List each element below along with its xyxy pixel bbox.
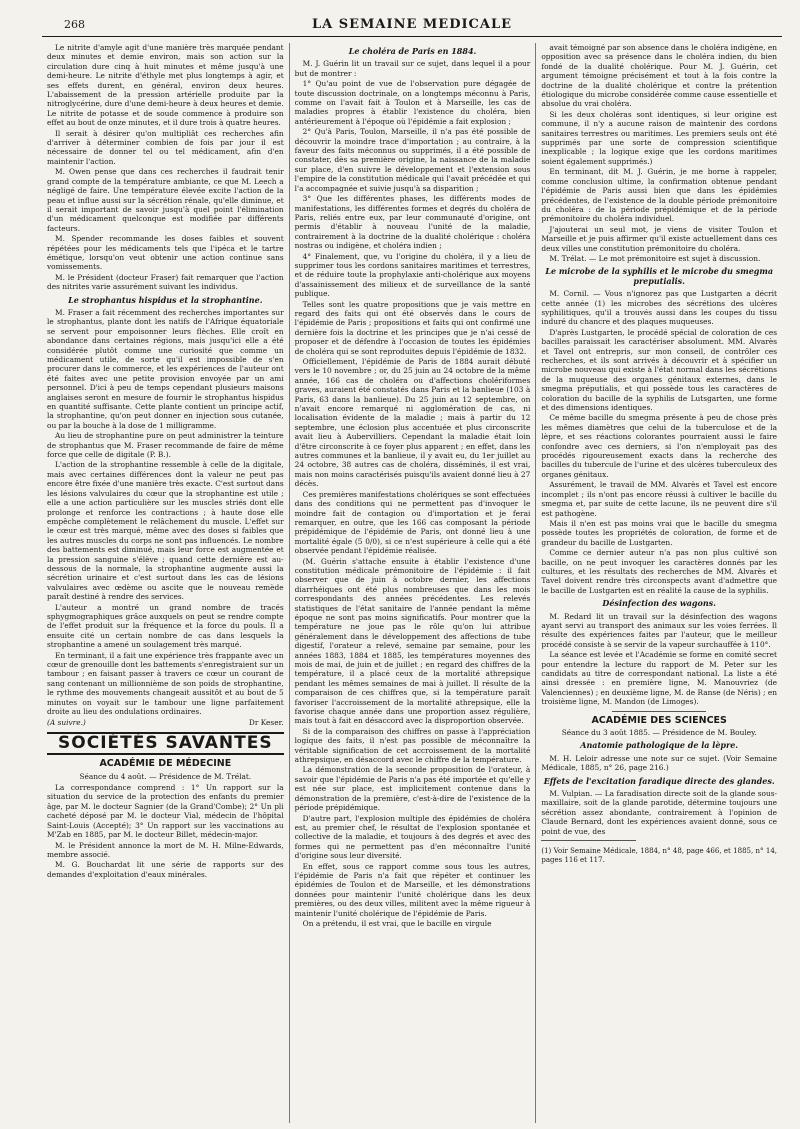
section-title-wagons: Désinfection des wagons. (602, 598, 716, 609)
section-title-syphilis: Le microbe de la syphilis et le microbe du smegma preputialis. (545, 266, 774, 286)
author-signature: Dr Keser. (248, 718, 284, 728)
paragraph: M. Spender recommande les doses faibles et souvent répétées pour les médicaments tels que l'ipéca et le tartre émétique, lorsqu'on veut obtenir une action continue sans vomissements. (47, 234, 284, 272)
paragraph: avait témoigné par son absence dans le choléra indigène, en opposition avec sa présence dans le choléra indien, du bien fondé de la dualité cholérique. Pour M. J. Guérin, cet argument témoigne précisément et tout à la fois contre la doctrine de la dualité cholérique et contre la prétention étiologique du microbe considérée comme cause essentielle et absolue du vrai choléra. (541, 43, 778, 109)
paragraph: J'ajouterai un seul mot, je viens de visiter Toulon et Marseille et je puis affirmer qu'il existe actuellement dans ces deux villes une constitution prémonitoire du choléra. (541, 224, 778, 253)
paragraph: M. H. Leloir adresse une note sur ce sujet. (Voir Semaine Médicale, 1885, n° 26, page 216.) (541, 753, 778, 773)
paragraph: Si de la comparaison des chiffres on passe à l'appréciation logique des faits, il n'est pas possible de méconnaître la véritable signification de cet accroissement de la mortalité athrepsique, en désaccord avec le chiffre de la température. (294, 726, 531, 765)
paragraph: D'autre part, l'explosion multiple des épidémies de choléra est, au premier chef, le résultat de l'explosion spontanée et collective de la maladie, et toujours à des degrés et avec des formes qui ne permettent pas d'en méconnaître l'unité d'origine sous leur diversité. (294, 813, 531, 861)
paragraph: M. G. Bouchardat lit une série de rapports sur des demandes d'exploitation d'eaux minérales. (47, 860, 284, 879)
paragraph: 4° Finalement, que, vu l'origine du choléra, il y a lieu de supprimer tous les cordons sanitaires maritimes et terrestres, et de réduire toute la prophylaxie anti-cholérique aux moyens d'assainissement des milieux et de surveillance de la santé publique. (294, 251, 531, 299)
page-header (42, 10, 782, 37)
paragraph: 2° Qu'à Paris, Toulon, Marseille, il n'a pas été possible de découvrir la moindre trace d'importation ; au contraire, à la faveur des faits méconnus ou supprimés, il a été possible de constater, dès sa première origine, la naissance de la maladie sur place, d'en suivre le développement et l'extension sous l'empire de la constitution médicale qui l'avait précédée et qui l'a accompagnée et suivie jusqu'à sa disparition ; (294, 127, 531, 193)
divider (612, 711, 706, 712)
footnote (541, 847, 777, 865)
page-number: 268 (64, 18, 85, 31)
paragraph: M. le Président (docteur Fraser) fait remarquer que l'action des nitrites varie assurément suivant les individus. (47, 272, 284, 292)
paragraph: La correspondance comprend : 1° Un rapport sur la situation du service de la protection des enfants du premier âge, par M. le docteur Sagnier (de la Grand'Combe); 2° Un pli cacheté déposé par M. le docteur Vial, médecin de l'hôpital Saint-Louis (Accepté); 3° Un rapport sur les vaccinations au M'Zab en 1885, par M. le docteur Billet, médecin-major. (47, 783, 284, 840)
paragraph: L'auteur a montré un grand nombre de tracés sphygmographiques grâce auxquels on peut se rendre compte de l'effet produit sur la fréquence et la force du pouls. Il a ensuite cité un certain nombre de cas dans lesquels la strophantine a amené un soulagement très marqué. (47, 602, 284, 650)
paragraph: M. Redard lit un travail sur la désinfection des wagons ayant servi au transport des animaux sur les voies ferrées. Il résulte des expériences faites par l'auteur, que le meilleur procédé consiste à se servir de la vapeur surchauffée à 110°. (541, 611, 778, 649)
column-2 (289, 43, 536, 1123)
paragraph: M. Owen pense que dans ces recherches il faudrait tenir grand compte de la température ambiante, ce que M. Leech a négligé de faire. Une température élevée excite l'action de la peau et influe aussi sur la sécrétion rénale, qu'elle diminue, et il serait important de savoir jusqu'à quel point l'élimination d'un médicament quelconque est modifiée par différents facteurs. (47, 167, 284, 233)
paragraph: En terminant, il a fait une expérience très frappante avec un cœur de grenouille dont les battements s'enregistraient sur un tambour ; en faisant passer à travers ce cœur un courant de sang contenant un millionnième de son poids de strophantine, le rythme des mouvements changeait aussitôt et au bout de 5 minutes on voyait sur le tambour une ligne parfaitement droite au lieu des ondulations ordinaires. (47, 650, 284, 717)
paragraph: Telles sont les quatre propositions que je vais mettre en regard des faits qui ont été observés dans le cours de l'épidémie de Paris ; propositions et faits qui ont confirmé une dernière fois la doctrine et les principes que je n'ai cessé de proposer et de défendre à l'occasion de toutes les épidémies de choléra qui se sont reproduites depuis l'épidémie de 1832. (294, 299, 531, 356)
paragraph: M. Fraser a fait récemment des recherches importantes sur le strophantus, plante dont les natifs de l'Afrique équatoriale se servent pour empoisonner leurs flèches. Elle croît en abondance dans certaines régions, mais jusqu'ici elle a été considérée plutôt comme une curiosité que comme un médicament utile, de sorte qu'il est impossible de s'en procurer dans le commerce, et les expériences de l'auteur ont été faites avec une petite provision envoyée par un ami personnel. D'ici à peu de temps cependant plusieurs maisons anglaises seront en mesure de fournir le strophantus hispidus en quantité suffisante. Cette plante contient un principe actif, la strophantine, qu'on peut donner en injection sous cutanée, ou par la bouche à la dose de 1 milligramme. (47, 307, 284, 430)
academy-title: ACADÉMIE DE MÉDECINE (99, 758, 232, 770)
paragraph: En terminant, dit M. J. Guérin, je me borne à rappeler, comme conclusion ultime, la confirmation obtenue pendant l'épidémie de Paris aussi bien que dans les épidémies précédentes, de l'existence de la double période prémonitoire du choléra : de la période prépidémique et de la période prémonitoire du choléra individuel. (541, 167, 778, 224)
columns (42, 43, 782, 1123)
paragraph: 1° Qu'au point de vue de l'observation pure dégagée de toute discussion doctrinale, on a longtemps méconnu à Paris, comme on l'avait fait à Toulon et à Marseille, les cas de maladies propres à établir l'existence du choléra, bien antérieurement à l'époque où l'épidémie a fait explosion ; (294, 79, 531, 126)
paragraph: La séance est levée et l'Académie se forme en comité secret pour entendre la lecture du rapport de M. Peter sur les candidats au titre de correspondant national. La liste a été ainsi dressée : en première ligne, M. Manouvriez (de Valenciennes) ; en deuxième ligne, M. de Ranse (de Néris) ; en troisième ligne, M. Mandon (de Limoges). (541, 650, 778, 707)
paragraph: Ces premières manifestations cholériques se sont effectuées dans des conditions qui ne permettent pas d'invoquer le moindre fait de contagion ou d'importation et je ferai remarquer, en outre, que les 166 cas composant la période prépidémique de l'épidémie de Paris, ont donné lieu à une mortalité égale (5 0/0), si ce n'est supérieure à celle qui a été observée pendant l'épidémie réalisée. (294, 489, 531, 556)
paragraph: En effet, sous ce rapport comme sous tous les autres, l'épidémie de Paris n'a fait que répéter et continuer les épidémies de Toulon et de Marseille, et les démonstrations données pour maintenir l'unité cholérique dans les deux premières, ou des deux villes, militent avec la même rigueur à maintenir l'unité cholérique de l'épidémie de Paris. (294, 861, 531, 918)
paragraph: Assurément, le travail de MM. Alvarès et Tavel est encore incomplet ; ils n'ont pas encore réussi à cultiver le bacille du smegma et, par suite de cette lacune, ils ne peuvent dire s'il est pathogène. (541, 480, 778, 518)
paragraph: 3° Que les différentes phases, les différents modes de manifestations, les différentes formes et degrés du choléra de Paris, reliés entre eux, par leur communauté d'origine, ont permis d'établir à nouveau l'unité de la maladie, contrairement à la doctrine de la dualité cholérique : choléra nostras ou indigène, et choléra indien ; (294, 194, 531, 251)
seance-line: Séance du 4 août. — Présidence de M. Trélat. (79, 771, 252, 781)
paragraph: M. Vulpian. — La faradisation directe soit de la glande sous-maxillaire, soit de la glande parotide, détermine toujours une sécrétion assez abondante, contrairement à l'opinion de Claude Bernard, dont les expériences avaient donné, sous ce point de vue, des (541, 789, 778, 836)
to-be-continued: (A suivre.) (47, 718, 86, 728)
section-title-faradique: Effets de l'excitation faradique directe des glandes. (543, 775, 775, 786)
paragraph: M. Cornil. — Vous n'ignorez pas que Lustgarten a décrit cette année (1) les microbes des sécrétions des ulcères syphilitiques, qu'il a trouvés aussi dans les coupes du tissu induré du chancre et des plaques muqueuses. (541, 289, 778, 327)
paragraph: Au lieu de strophantine pure on peut administrer la teinture de strophantus que M. Fraser recommande de faire de même force que celle de digitale (P. B.). (47, 431, 284, 460)
paragraph: Mais il n'en est pas moins vrai que le bacille du smegma possède toutes les propriétés de coloration, de forme et de grandeur du bacille de Lustgarten. (541, 518, 778, 547)
paragraph: (M. Guérin s'attache ensuite à établir l'existence d'une constitution médicale prémonitoire de l'épidémie : il fait observer que de juin à octobre dernier, les affections diarrhéiques ont été plus nombreuses que dans les mois correspondants des années précédentes. Les relevés statistiques de l'état sanitaire de l'année pendant la même époque ne sont pas moins significatifs. Pour montrer que la température ne joue pas le rôle qu'on lui attribue généralement dans le développement des affections de tube digestif, l'orateur a relevé, semaine par semaine, pour les années 1883, 1884 et 1885, les températures moyennes des mois de mai, de juin et de juillet ; en regard des chiffres de la température, il a placé ceux de la mortalité athrepsique pendant les mêmes semaines de mai à juillet. Il résulte de la comparaison de ces chiffres que, si la température paraît favoriser l'accroissement de la mortalité athrepsique, elle la favorise chaque année dans une proportion assez régulière, mais tout à fait en désaccord avec la disproportion observée. (294, 556, 531, 726)
journal-title: LA SEMAINE MEDICALE (311, 17, 513, 32)
paragraph: Ce même bacille du smegma présente à peu de chose près les mêmes diamètres que celui de la tuberculose et de la lèpre, et ses réactions colorantes pourraient aussi le faire confondre avec ces derniers, si l'on n'employait pas des procédés rigoureusement exacts dans la recherche des bacilles du tubercule de l'urine et des ulcères tuberculeux des organes génitaux. (541, 413, 778, 479)
section-title-cholera: Le choléra de Paris en 1884. (348, 46, 477, 56)
paragraph: M. Trélat. — Le mot prémonitoire est sujet à discussion. (549, 253, 761, 263)
societes-savantes-title: SOCIÉTÉS SAVANTES (47, 732, 284, 755)
paragraph: Si les deux choléras sont identiques, si leur origine est commune, il n'y a aucune raison de maintenir des cordons sanitaires terrestres ou maritimes. Les premiers seuls ont été supprimés par une sorte de compression scientifique inexplicable ; la logique exige que les cordons maritimes soient également supprimés.) (541, 109, 778, 166)
section-title-lepre: Anatomie pathologique de la lèpre. (580, 740, 739, 751)
paragraph: L'action de la strophantine ressemble à celle de la digitale, mais avec certaines différences dont la valeur ne peut pas encore être fixée d'une manière très exacte. C'est surtout dans les lésions valvulaires du cœur que la strophantine est utile ; elle a une action particulière sur les muscles striés dont elle prolonge et renforce les contractions ; à haute dose elle empêche complètement le relâchement du muscle. L'effet sur le cœur est très marqué, même avec des doses si faibles que les autres muscles du corps ne sont pas influencés. Le nombre des battements est diminué, mais leur force est augmentée et la pression sanguine s'élève ; quand cette dernière est au-dessous de la normale, la strophantine augmente aussi la sécrétion urinaire et c'est surtout dans les cas de lésions valvulaires avec œdème ou ascite que le nouveau remède paraît destiné à rendre des services. (47, 460, 284, 602)
paragraph: On a prétendu, il est vrai, que le bacille en virgule (302, 918, 492, 928)
signature-line (47, 718, 284, 727)
academy-sciences-title: ACADÉMIE DES SCIENCES (591, 714, 727, 726)
paragraph: La démonstration de la seconde proposition de l'orateur, à savoir que l'épidémie de Paris n'a pas été importée et qu'elle y est née sur place, est implicitement contenue dans la démonstration de la première, c'est-à-dire de l'existence de la période prépidémique. (294, 765, 531, 813)
paragraph: Le nitrite d'amyle agit d'une manière très marquée pendant deux minutes et demie environ, mais son action sur la circulation dure cinq à huit minutes et même jusqu'à une demi-heure. Le nitrite d'éthyle met plus longtemps à agir, et ses effets durent, en général, environ deux heures. L'abaissement de la pression artérielle produite par la nitroglycérine, dure d'une demi-heure à deux heures et demie. Le nitrite de potasse et de soude commence à produire son effet au bout de onze minutes, et il dure trois à quatre heures. (47, 43, 284, 128)
seance-line: Séance du 3 août 1885. — Présidence de M. Bouley. (561, 728, 757, 738)
footnote-divider (541, 840, 635, 841)
column-3 (535, 43, 782, 1123)
paragraph: Il serait à désirer qu'on multipliât ces recherches afin d'arriver à déterminer combien de fois par jour il est nécessaire de donner tel ou tel médicament, afin d'en maintenir l'action. (47, 128, 284, 166)
column-1 (42, 43, 289, 1123)
paragraph: Officiellement, l'épidémie de Paris de 1884 aurait débuté vers le 10 novembre ; or, du 25 juin au 24 octobre de la même année, 166 cas de choléra ou d'affections cholériformes graves, auraient été constatés dans Paris et la banlieue (103 à Paris, 63 dans la banlieue). Du 25 juin au 12 septembre, on n'avait encore remarqué ni agglomération de cas, ni localisation évidente de la maladie ; mais à partir du 12 septembre, une éclosion plus accentuée et plus circonscrite avait lieu à Aubervilliers. Cependant la maladie était loin d'être circonscrite à ce foyer plus apparent ; en effet, dans les autres communes et la banlieue, il y avait eu, du 1er juillet au 24 octobre, 38 autres cas de choléra, disséminés, il est vrai, mais non moins caractérisés puisqu'ils avaient donné lieu à 27 décès. (294, 357, 531, 489)
paragraph: M. J. Guérin lit un travail sur ce sujet, dans lequel il a pour but de montrer : (294, 59, 531, 78)
footnote-text: (1) Voir Semaine Médicale, 1884, n° 48, page 466, et 1885, n° 14, pages 116 et 117. (541, 847, 778, 865)
section-title-strophantus: Le strophantus hispidus et la strophantine. (68, 294, 263, 305)
paragraph: Comme ce dernier auteur n'a pas non plus cultivé son bacille, on ne peut invoquer les caractères donnés par les cultures, et les résultats des recherches de MM. Alvarès et Tavel doivent rendre très circonspects avant d'admettre que le bacille de Lustgarten est en réalité la cause de la syphilis. (541, 548, 778, 595)
paragraph: D'après Lustgarten, le procédé spécial de coloration de ces bacilles paraissait les caractériser absolument. MM. Alvarès et Tavel ont entrepris, sur mon conseil, de contrôler ces recherches, et ils sont arrivés à découvrir et à spécifier un microbe nouveau qui existe à l'état normal dans les sécrétions de la muqueuse des organes génitaux externes, dans le smegma préputialis, et qui possède tous les caractères de coloration du bacille de la syphilis de Lutsgarten, une forme et des dimensions identiques. (541, 327, 778, 413)
paragraph: M. le Président annonce la mort de M. H. Milne-Edwards, membre associé. (47, 840, 284, 859)
